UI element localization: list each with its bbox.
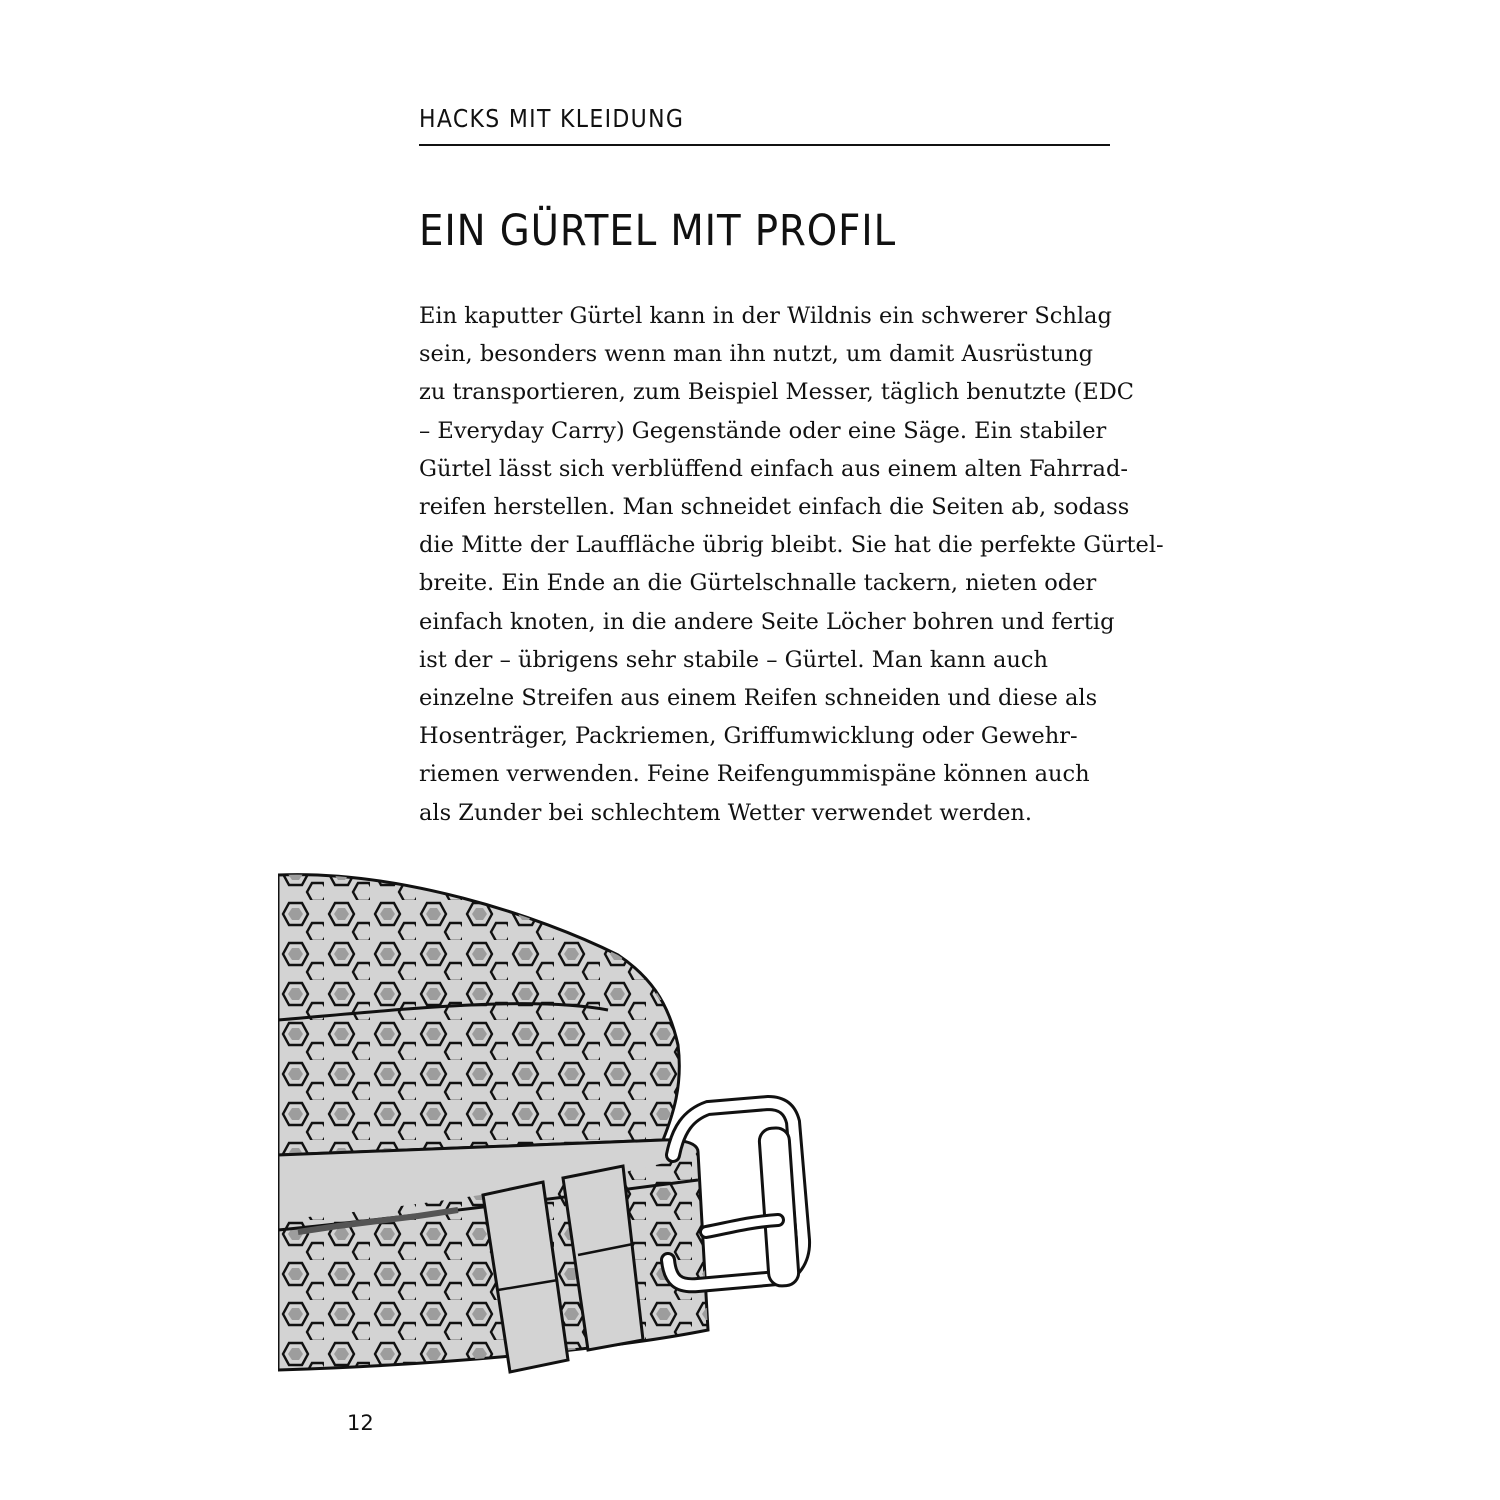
- body-line: Gürtel lässt sich verblüffend einfach aus einem alten Fahrrad-: [419, 455, 1128, 482]
- body-line: Hosenträger, Packriemen, Griffumwicklung oder Gewehr-: [419, 723, 1078, 750]
- body-line: reifen herstellen. Man schneidet einfach die Seiten ab, sodass: [419, 494, 1130, 521]
- body-line: breite. Ein Ende an die Gürtelschnalle tackern, nieten oder: [419, 570, 1097, 597]
- belt-illustration: [278, 860, 838, 1385]
- body-line: zu transportieren, zum Beispiel Messer, täglich benutzte (EDC: [419, 379, 1134, 406]
- page-number: 12: [347, 1411, 374, 1435]
- body-line: riemen verwenden. Feine Reifengummispäne können auch: [419, 761, 1090, 788]
- body-line: Ein kaputter Gürtel kann in der Wildnis ein schwerer Schlag: [419, 303, 1112, 329]
- header-rule: [419, 144, 1110, 146]
- article-body: [419, 297, 1164, 832]
- body-line: sein, besonders wenn man ihn nutzt, um damit Ausrüstung: [419, 341, 1094, 368]
- body-line: die Mitte der Lauffläche übrig bleibt. Sie hat die perfekte Gürtel-: [419, 532, 1164, 559]
- body-line: einfach knoten, in die andere Seite Löcher bohren und fertig: [419, 608, 1115, 635]
- body-line: als Zunder bei schlechtem Wetter verwendet werden.: [419, 799, 1033, 826]
- section-header-label: HACKS MIT KLEIDUNG: [419, 104, 685, 133]
- article-title: EIN GÜRTEL MIT PROFIL: [419, 206, 897, 256]
- body-line: – Everyday Carry) Gegenstände oder eine Säge. Ein stabiler: [419, 417, 1107, 444]
- body-line: ist der – übrigens sehr stabile – Gürtel. Man kann auch: [419, 646, 1049, 673]
- body-line: einzelne Streifen aus einem Reifen schneiden und diese als: [419, 685, 1098, 712]
